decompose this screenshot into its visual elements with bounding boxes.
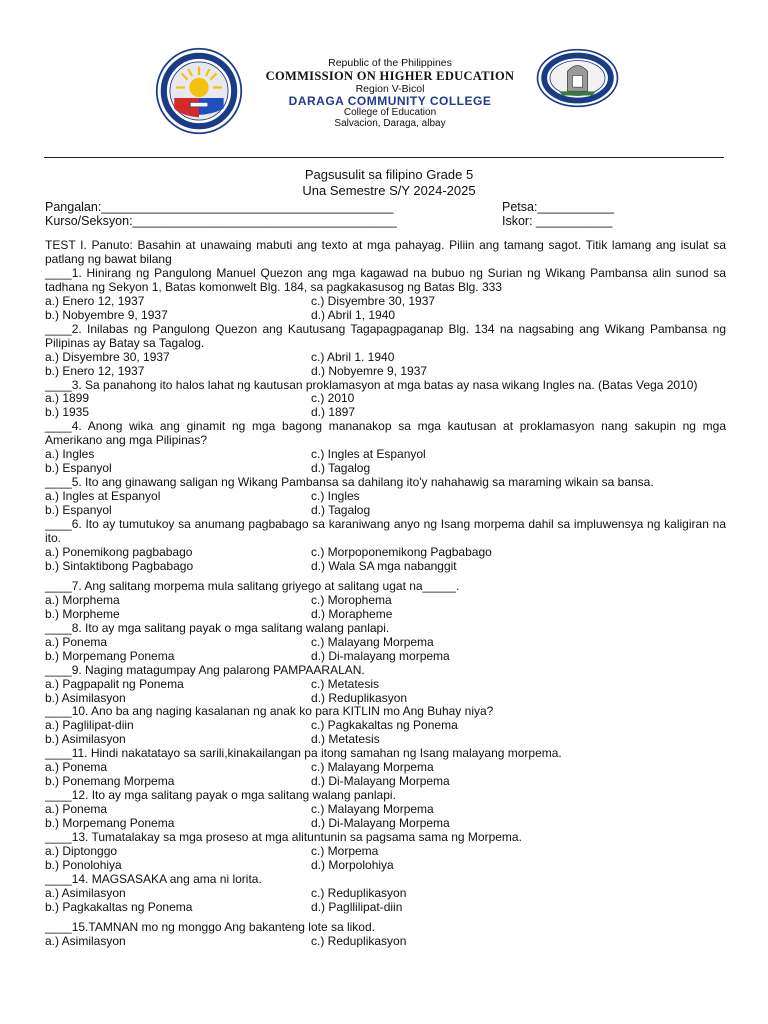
q13-option-a: a.) Diptonggo xyxy=(45,843,118,858)
q7-option-d: d.) Morapheme xyxy=(311,606,393,621)
q15-option-c: c.) Reduplikasyon xyxy=(311,933,407,948)
commission-name: COMMISSION ON HIGHER EDUCATION xyxy=(265,69,515,83)
q11-option-c: c.) Malayang Morpema xyxy=(311,760,434,775)
q5-option-b: b.) Espanyol xyxy=(45,503,112,518)
q11-option-b: b.) Ponemang Morpema xyxy=(45,774,175,789)
q2-option-d: d.) Nobyemre 9, 1937 xyxy=(311,363,428,378)
q13-option-c: c.) Morpema xyxy=(311,843,379,858)
q2-option-c: c.) Abril 1. 1940 xyxy=(311,349,395,364)
question-11: ____11. Hindi nakatatayo sa sarili,kinakailangan pa itong samahan ng Isang malayang morpema. xyxy=(45,746,562,761)
q6-option-d: d.) Wala SA mga nabanggit xyxy=(311,558,457,573)
name-field[interactable]: Pangalan:__________________________________________ xyxy=(45,200,394,214)
q4-option-d: d.) Tagalog xyxy=(311,461,371,476)
q11-option-d: d.) Di-Malayang Morpema xyxy=(311,774,450,789)
q15-option-a: a.) Asimilasyon xyxy=(45,933,126,948)
exam-title: Pagsusulit sa filipino Grade 5 xyxy=(304,167,474,182)
course-section-field[interactable]: Kurso/Seksyon:______________________________________ xyxy=(45,214,397,228)
q5-option-d: d.) Tagalog xyxy=(311,503,371,518)
question-13: ____13. Tumatalakay sa mga proseso at mga alituntunin sa pagsama sama ng Morpema. xyxy=(45,830,522,845)
question-12: ____12. Ito ay mga salitang payak o mga salitang walang panlapi. xyxy=(45,788,396,803)
q2-option-b: b.) Enero 12, 1937 xyxy=(45,363,145,378)
q1-option-d: d.) Abril 1, 1940 xyxy=(311,307,396,322)
q13-option-d: d.) Morpolohiya xyxy=(311,857,394,872)
q13-option-b: b.) Ponolohiya xyxy=(45,857,122,872)
q7-option-b: b.) Morpheme xyxy=(45,606,120,621)
q11-option-a: a.) Ponema xyxy=(45,760,108,775)
q5-option-c: c.) Ingles xyxy=(311,489,360,504)
question-14: ____14. MAGSASAKA ang ama ni lorita. xyxy=(45,871,262,886)
question-8: ____8. Ito ay mga salitang payak o mga salitang walang panlapi. xyxy=(45,620,390,635)
address-line: Salvacion, Daraga, albay xyxy=(334,118,446,129)
question-15: ____15.TAMNAN mo ng monggo Ang bakanteng lote sa likod. xyxy=(45,919,375,934)
question-1: ____1. Hinirang ng Pangulong Manuel Quezon ang mga kagawad na bubuo ng Surian ng Wikang Pambansa alin sunod sa tadhana ng Sekyon 1, Batas komonwelt Blg. 184, sa pagkakasusog ng Batas Blg. 333 xyxy=(45,265,726,294)
region-line: Region V-Bicol xyxy=(355,83,425,95)
q14-option-d: d.) Pagllilipat-diin xyxy=(311,899,403,914)
q8-option-c: c.) Malayang Morpema xyxy=(311,634,434,649)
q7-option-c: c.) Morophema xyxy=(311,592,392,607)
q7-option-a: a.) Morphema xyxy=(45,592,120,607)
exam-subtitle: Una Semestre S/Y 2024-2025 xyxy=(302,183,476,198)
q10-option-c: c.) Pagkakaltas ng Ponema xyxy=(311,718,458,733)
instructions: TEST I. Panuto: Basahin at unawaing mabuti ang texto at mga pahayag. Piliin ang tamang sagot. Titik lamang ang isulat sa patlang ng bawat bilang xyxy=(45,238,726,266)
q3-option-d: d.) 1897 xyxy=(311,405,356,420)
q2-option-a: a.) Disyembre 30, 1937 xyxy=(45,349,170,364)
department-line: College of Education xyxy=(343,107,437,118)
q9-option-c: c.) Metatesis xyxy=(311,676,380,691)
q8-option-a: a.) Ponema xyxy=(45,634,108,649)
q1-option-a: a.) Enero 12, 1937 xyxy=(45,293,145,308)
question-4: ____4. Anong wika ang ginamit ng mga bagong mananakop sa mga kautusan at proklamasyon nang sakupin ng mga Amerikano ang mga Pilipinas? xyxy=(45,419,726,448)
q6-option-a: a.) Ponemikong pagbabago xyxy=(45,544,193,559)
q5-option-a: a.) Ingles at Espanyol xyxy=(45,489,161,504)
date-field[interactable]: Petsa:___________ xyxy=(502,200,614,214)
q12-option-d: d.) Di-Malayang Morpema xyxy=(311,816,450,831)
q1-option-c: c.) Disyembre 30, 1937 xyxy=(311,293,436,308)
q4-option-b: b.) Espanyol xyxy=(45,461,112,476)
q4-option-a: a.) Ingles xyxy=(45,447,95,462)
college-name: DARAGA COMMUNITY COLLEGE xyxy=(288,94,492,108)
q14-option-b: b.) Pagkakaltas ng Ponema xyxy=(45,899,193,914)
question-10: ____10. Ano ba ang naging kasalanan ng anak ko para KITLIN mo Ang Buhay niya? xyxy=(45,704,494,719)
question-7: ____7. Ang salitang morpema mula salitang griyego at salitang ugat na_____. xyxy=(45,578,460,593)
q3-option-a: a.) 1899 xyxy=(45,391,90,406)
q9-option-d: d.) Reduplikasyon xyxy=(311,690,408,705)
q12-option-b: b.) Morpemang Ponema xyxy=(45,816,175,831)
score-field[interactable]: Iskor: ___________ xyxy=(502,214,613,228)
question-5: ____5. Ito ang ginawang saligan ng Wikang Pambansa sa dahilang ito'y nahahawig sa maraming wikain sa bansa. xyxy=(45,475,654,490)
q6-option-c: c.) Morpoponemikong Pagbabago xyxy=(311,544,492,559)
q9-option-a: a.) Pagpapalit ng Ponema xyxy=(45,676,184,691)
question-3: ____3. Sa panahong ito halos lahat ng kautusan proklamasyon at mga batas ay nasa wikang Ingles na. (Batas Vega 2010) xyxy=(45,377,698,392)
q10-option-a: a.) Paglilipat-diin xyxy=(45,718,134,733)
q9-option-b: b.) Asimilasyon xyxy=(45,690,126,705)
q8-option-d: d.) Di-malayang morpema xyxy=(311,648,450,663)
header-divider xyxy=(44,157,724,158)
q14-option-c: c.) Reduplikasyon xyxy=(311,885,407,900)
question-2: ____2. Inilabas ng Pangulong Quezon ang Kautusang Tagapagpaganap Blg. 134 na nagsabing ang Wikang Pambansa ng Pilipinas ay Batay sa Tagalog. xyxy=(45,321,726,350)
q12-option-a: a.) Ponema xyxy=(45,802,108,817)
question-9: ____9. Naging matagumpay Ang palarong PAMPAARALAN. xyxy=(45,662,365,677)
q10-option-b: b.) Asimilasyon xyxy=(45,732,126,747)
q3-option-c: c.) 2010 xyxy=(311,391,355,406)
question-6: ____6. Ito ay tumutukoy sa anumang pagbabago sa karaniwang anyo ng Isang morpema dahil sa impluwensya ng kaligiran na ito. xyxy=(45,517,726,546)
q6-option-b: b.) Sintaktibong Pagbabago xyxy=(45,558,194,573)
test-body xyxy=(45,239,726,949)
q14-option-a: a.) Asimilasyon xyxy=(45,885,126,900)
q3-option-b: b.) 1935 xyxy=(45,405,90,420)
q4-option-c: c.) Ingles at Espanyol xyxy=(311,447,426,462)
q12-option-c: c.) Malayang Morpema xyxy=(311,802,434,817)
q8-option-b: b.) Morpemang Ponema xyxy=(45,648,175,663)
q1-option-b: b.) Nobyembre 9, 1937 xyxy=(45,307,168,322)
q10-option-d: d.) Metatesis xyxy=(311,732,380,747)
republic-line: Republic of the Philippines xyxy=(328,57,452,69)
